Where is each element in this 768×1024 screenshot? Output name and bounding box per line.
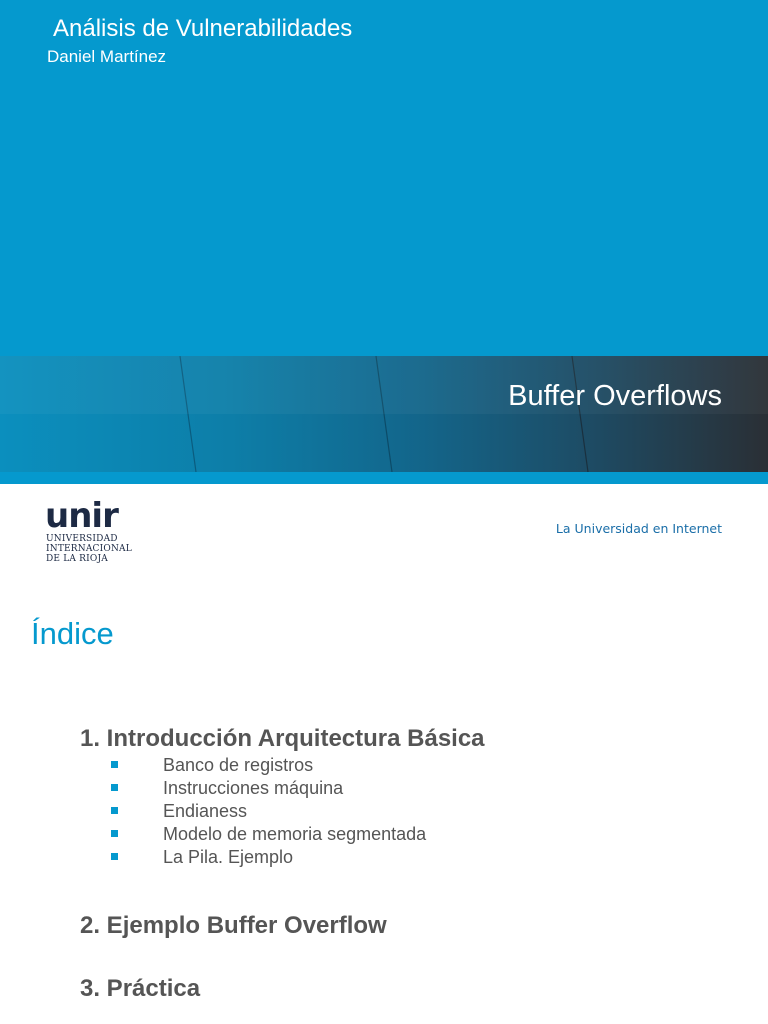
band-stripes-graphic — [0, 356, 768, 472]
square-bullet-icon — [111, 761, 118, 768]
logo-line-1: UNIVERSIDAD — [46, 534, 118, 544]
logo-line-3: DE LA RIOJA — [46, 554, 109, 564]
section-title-3: 3. Práctica — [80, 975, 201, 1002]
list-item — [0, 778, 500, 801]
square-bullet-icon — [111, 784, 118, 791]
list-item-text: Endianess — [163, 801, 248, 821]
list-item — [0, 847, 500, 870]
topic-title: Buffer Overflows — [508, 380, 722, 412]
bottom-strip — [0, 472, 768, 484]
list-item-text: La Pila. Ejemplo — [163, 847, 294, 867]
list-item-text: Banco de registros — [163, 755, 314, 775]
list-item-text: Instrucciones máquina — [163, 778, 344, 798]
author-name: Daniel Martínez — [47, 47, 167, 66]
unir-logo — [45, 496, 155, 564]
list-item — [0, 755, 500, 778]
logo-wordmark: unir — [45, 496, 118, 536]
square-bullet-icon — [111, 807, 118, 814]
section-1-bullet-list — [0, 755, 500, 870]
cover-slide — [0, 0, 768, 484]
tagline: La Universidad en Internet — [555, 521, 722, 536]
list-item-text: Modelo de memoria segmentada — [163, 824, 427, 844]
square-bullet-icon — [111, 853, 118, 860]
index-title: Índice — [31, 616, 114, 651]
section-title-2: 2. Ejemplo Buffer Overflow — [80, 912, 387, 939]
index-slide — [0, 484, 768, 1024]
logo-line-2: INTERNACIONAL — [46, 544, 132, 554]
decorative-band — [0, 356, 768, 472]
square-bullet-icon — [111, 830, 118, 837]
course-title: Análisis de Vulnerabilidades — [53, 15, 353, 42]
list-item — [0, 824, 500, 847]
section-title-1: 1. Introducción Arquitectura Básica — [80, 725, 485, 752]
list-item — [0, 801, 500, 824]
